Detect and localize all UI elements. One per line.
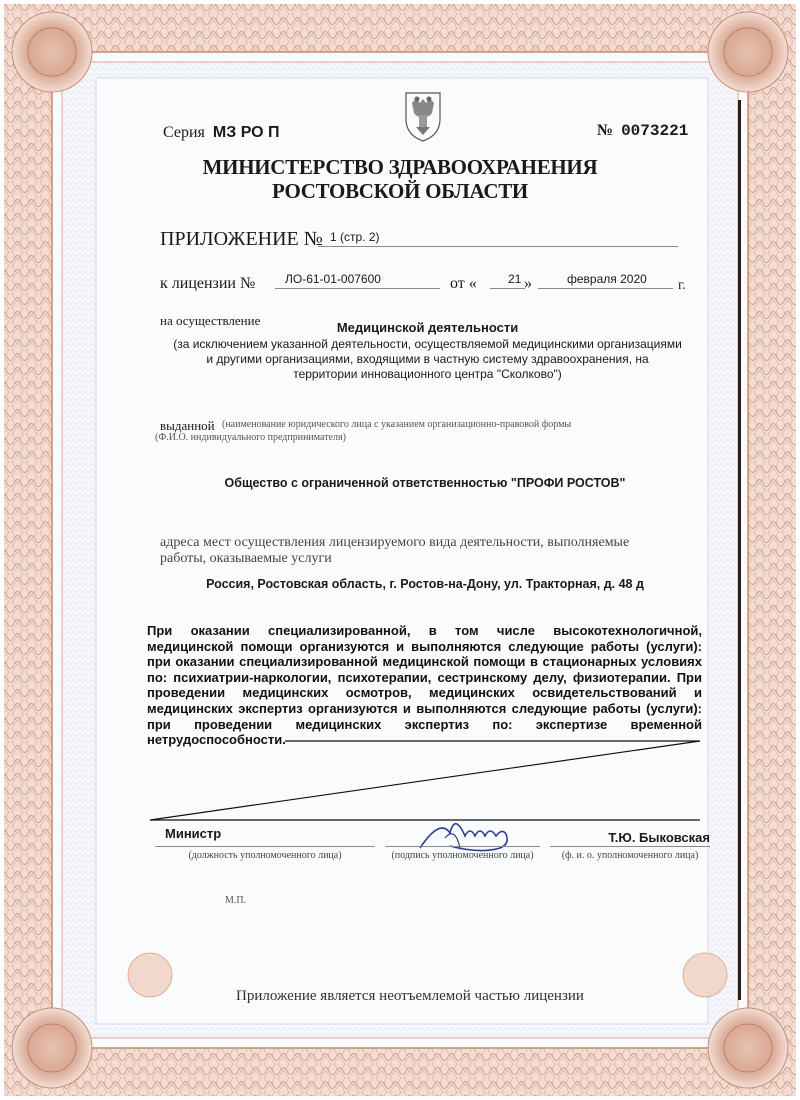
services-line-1: При оказании специализированной, в том числе высокотехнологичной,	[147, 623, 702, 638]
name-hint: (ф. и. о. уполномоченного лица)	[561, 850, 699, 861]
activity-title: Медицинской деятельности	[336, 320, 519, 335]
stamp-label: М.П.	[225, 895, 247, 906]
addresses-label-line-1: адреса мест осуществления лицензируемого вида деятельности, выполняемые	[160, 535, 630, 550]
license-day-close: »	[524, 275, 532, 292]
license-label: к лицензии №	[160, 275, 256, 292]
signature-hint: (подпись уполномоченного лица)	[391, 850, 534, 861]
position-hint: (должность уполномоченного лица)	[188, 850, 342, 861]
activity-label: на осуществление	[160, 313, 261, 328]
services-line-5: проведении медицинских осмотров, медицинских освидетельствований и	[147, 685, 702, 701]
issued-hint-1: (наименование юридического лица с указанием организационно-правовой формы	[222, 419, 572, 430]
services-line-8: нетрудоспособности.	[147, 732, 286, 748]
organization-name: Общество с ограниченной ответственностью "ПРОФИ РОСТОВ"	[224, 476, 626, 490]
license-day: 21	[508, 272, 522, 286]
ministry-line-1: МИНИСТЕРСТВО ЗДРАВООХРАНЕНИЯ	[202, 155, 598, 179]
license-number: ЛО-61-01-007600	[285, 272, 381, 286]
appendix-label: ПРИЛОЖЕНИЕ №	[160, 228, 323, 250]
series-label: Серия	[163, 124, 205, 141]
license-from-label: от «	[450, 275, 477, 292]
footer-note: Приложение является неотъемлемой частью лицензии	[236, 988, 584, 1004]
issued-label: выданной	[160, 418, 215, 433]
series-value: МЗ РО П	[212, 124, 280, 141]
appendix-value: 1 (стр. 2)	[330, 230, 380, 244]
services-line-2: медицинской помощи организуются и выполняются следующие работы (услуги):	[147, 638, 702, 654]
ministry-line-2: РОСТОВСКОЙ ОБЛАСТИ	[272, 179, 528, 203]
signatory-position: Министр	[165, 826, 222, 841]
number-label: №	[597, 122, 614, 139]
services-line-3: при оказании специализированной медицинской помощи в стационарных условиях	[147, 654, 702, 670]
services-line-4: по: психиатрии-наркологии, психотерапии, сестринскому делу, физиотерапии. При	[147, 669, 702, 685]
issued-hint-2: (Ф.И.О. индивидуального предпринимателя)	[155, 432, 346, 443]
name-underline	[550, 846, 710, 847]
services-line-7: при проведении медицинских экспертиз по: экспертизе временной	[147, 716, 702, 732]
signature-underline	[385, 846, 540, 847]
license-month-year: февраля 2020	[567, 272, 647, 286]
activity-desc-line-1: (за исключением указанной деятельности, осуществляемой медицинскими организациями	[173, 337, 682, 351]
address-value: Россия, Ростовская область, г. Ростов-на-Дону, ул. Тракторная, д. 48 д	[206, 577, 644, 591]
services-line-6: медицинских экспертиз организуются и выполняются следующие работы (услуги):	[147, 700, 702, 716]
activity-desc-line-3: территории инновационного центра "Сколково")	[293, 367, 562, 381]
number-value: 0073221	[621, 122, 689, 140]
license-year-suffix: г.	[678, 278, 686, 293]
addresses-label-line-2: работы, оказываемые услуги	[160, 551, 332, 566]
activity-desc-line-2: и другими организациями, входящими в частную систему здравоохранения, на	[206, 352, 649, 366]
position-underline	[155, 846, 375, 847]
signatory-name: Т.Ю. Быковская	[608, 830, 710, 845]
